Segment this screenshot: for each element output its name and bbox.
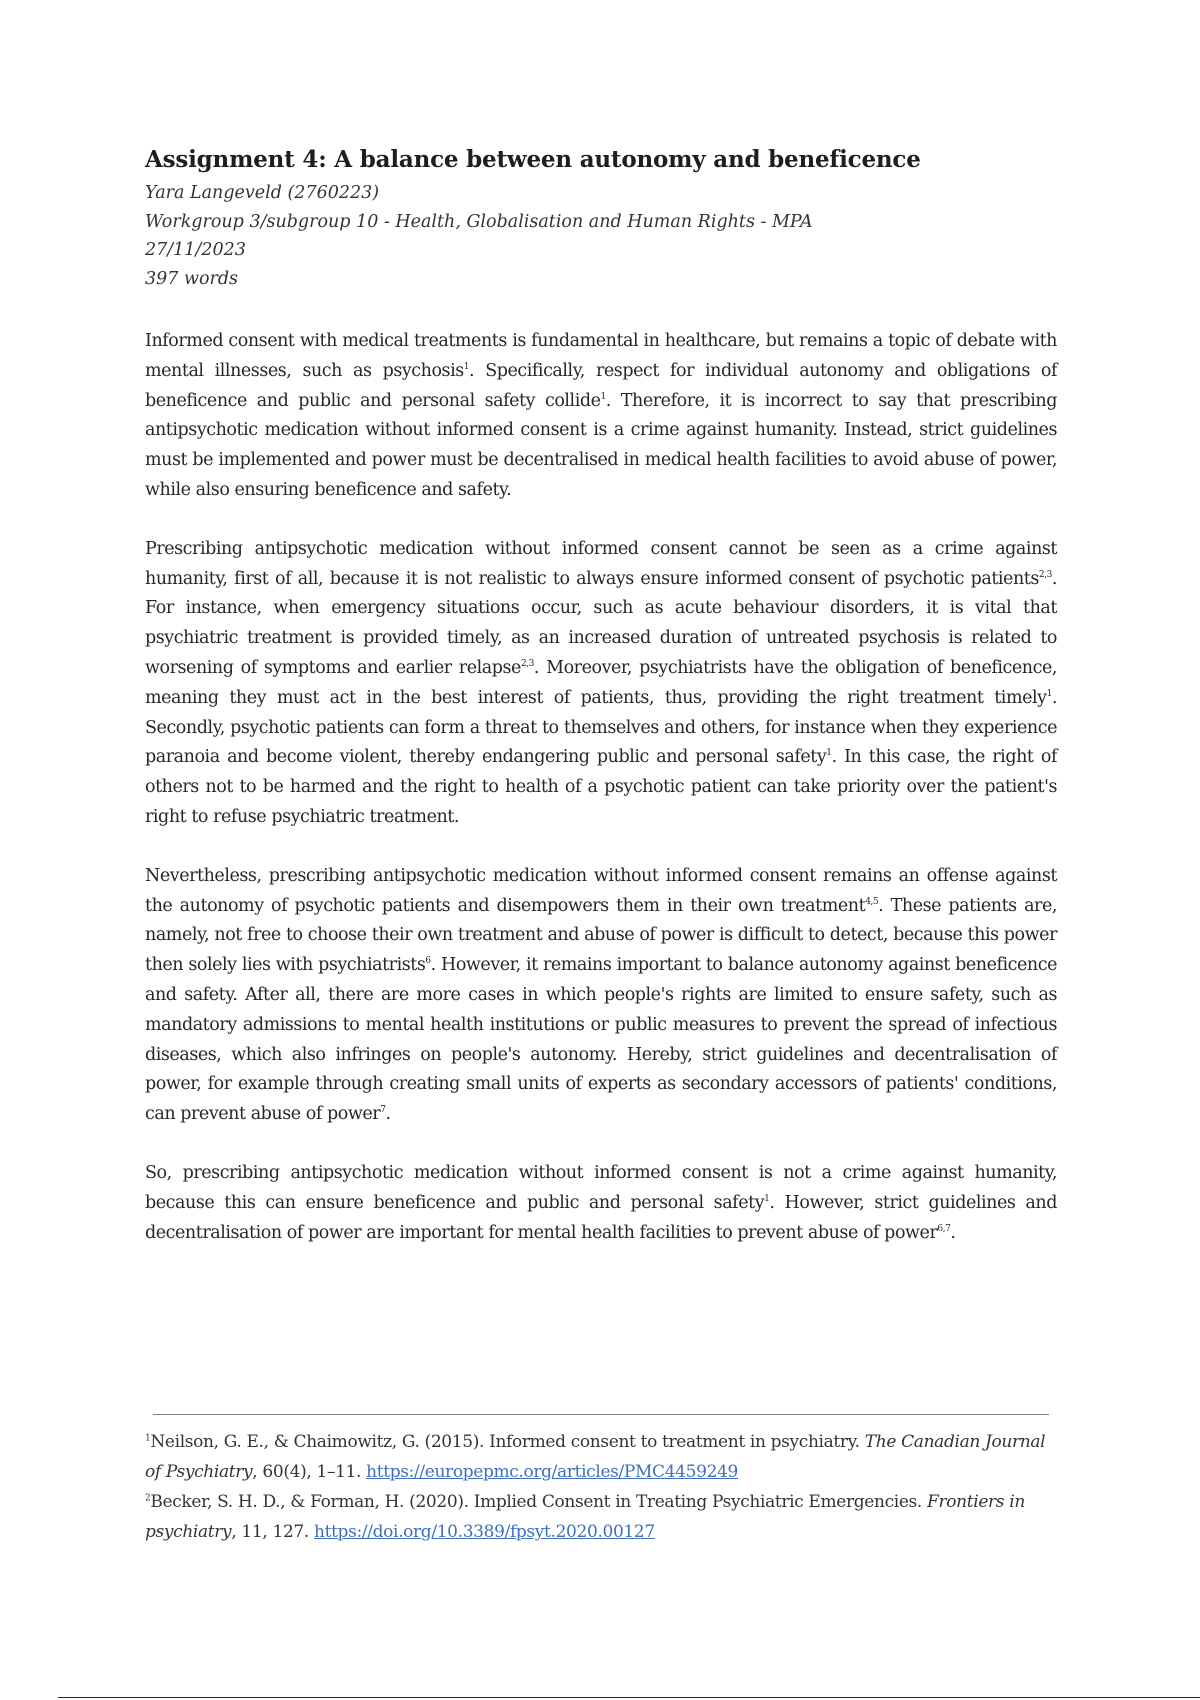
citation-ref: 1 [764,1193,770,1204]
citation-ref: 6 [425,956,431,967]
citation-ref: 2,3 [520,659,534,670]
footnote-item: $^1$Neilson, G. E., & Chaimowitz, G. (2015). Informed consent to treatment in psychiatry. The Canadian Journal of Psychiatry, 60(4), 1–11. https://europepmc.org/articles/PMC4459249 [145,1432,1046,1482]
footnote-divider [153,1414,1049,1415]
citation-ref: 6,7 [937,1223,951,1234]
citation-ref: 1 [463,361,470,372]
document-meta [145,179,1057,293]
workgroup-line: Workgroup 3/subgroup 10 - Health, Globalisation and Human Rights - MPA [145,211,813,232]
paragraph-counterargument: Nevertheless, prescribing antipsychotic medication without informed consent remains an offense against the autonomy of psychotic patients and disempowers them in their own treatment$^{4,5}$. These patients are, namely, not free to choose their own treatment and abuse of power is difficult to detect, because this power then solely lies with psychiatrists$^6$. However, it remains important to balance autonomy against beneficence and safety. After all, there are more cases in which people's rights are limited to ensure safety, such as mandatory admissions to mental health institutions or public measures to prevent the spread of infectious diseases, which also infringes on people's autonomy. Hereby, strict guidelines and decentralisation of power, for example through creating small units of experts as secondary accessors of patients' conditions, can prevent abuse of power$^7$. [145,865,1057,1125]
citation-ref: 1 [826,748,832,759]
citation-ref: 4,5 [865,896,879,907]
citation-ref: 2,3 [1038,569,1052,580]
document-title: Assignment 4: A balance between autonomy and beneficence [145,146,921,173]
footnote-item: $^2$Becker, S. H. D., & Forman, H. (2020). Implied Consent in Treating Psychiatric Emergencies. Frontiers in psychiatry, 11, 127. https://doi.org/10.3389/fpsyt.2020.00127 [145,1492,1025,1542]
citation-ref: 7 [380,1105,386,1116]
date-line: 27/11/2023 [145,240,246,260]
citation-ref: 1 [600,391,606,402]
footnotes [145,1427,1065,1547]
paragraph-conclusion: So, prescribing antipsychotic medication without informed consent is not a crime against humanity, because this can ensure beneficence and public and personal safety$^1$. However, strict guidelines and decentralisation of power are important for mental health facilities to prevent abuse of power$^{6,7}$. [145,1162,1057,1243]
word-count-line: 397 words [145,268,239,289]
paragraph-intro: Informed consent with medical treatments is fundamental in healthcare, but remains a topic of debate with mental illnesses, such as psychosis$^1$. Specifically, respect for individual autonomy and obligations of beneficence and public and personal safety collide$^1$. Therefore, it is incorrect to say that prescribing antipsychotic medication without informed consent is a crime against humanity. Instead, strict guidelines must be implemented and power must be decentralised in medical health facilities to avoid abuse of power, while also ensuring beneficence and safety. [145,331,1058,500]
paragraph-argument-1: Prescribing antipsychotic medication without informed consent cannot be seen as a crime against humanity, first of all, because it is not realistic to always ensure informed consent of psychotic patients$^{2,3}$. For instance, when emergency situations occur, such as acute behaviour disorders, it is vital that psychiatric treatment is provided timely, as an increased duration of untreated psychosis is related to worsening of symptoms and earlier relapse$^{2,3}$. Moreover, psychiatrists have the obligation of beneficence, meaning they must act in the best interest of patients, thus, providing the right treatment timely$^1$. Secondly, psychotic patients can form a threat to themselves and others, for instance when they experience paranoia and become violent, thereby endangering public and personal safety$^1$. In this case, the right of others not to be harmed and the right to health of a psychotic patient can take priority over the patient's right to refuse psychiatric treatment. [145,538,1057,827]
author-line: Yara Langeveld (2760223) [145,183,380,203]
footnote-link[interactable]: https://europepmc.org/articles/PMC4459249 [366,1462,738,1482]
page-bottom-line [58,1697,1200,1698]
document-page [145,146,1057,1248]
footnote-link[interactable]: https://doi.org/10.3389/fpsyt.2020.00127 [313,1522,655,1542]
citation-ref: 1 [1046,688,1052,699]
